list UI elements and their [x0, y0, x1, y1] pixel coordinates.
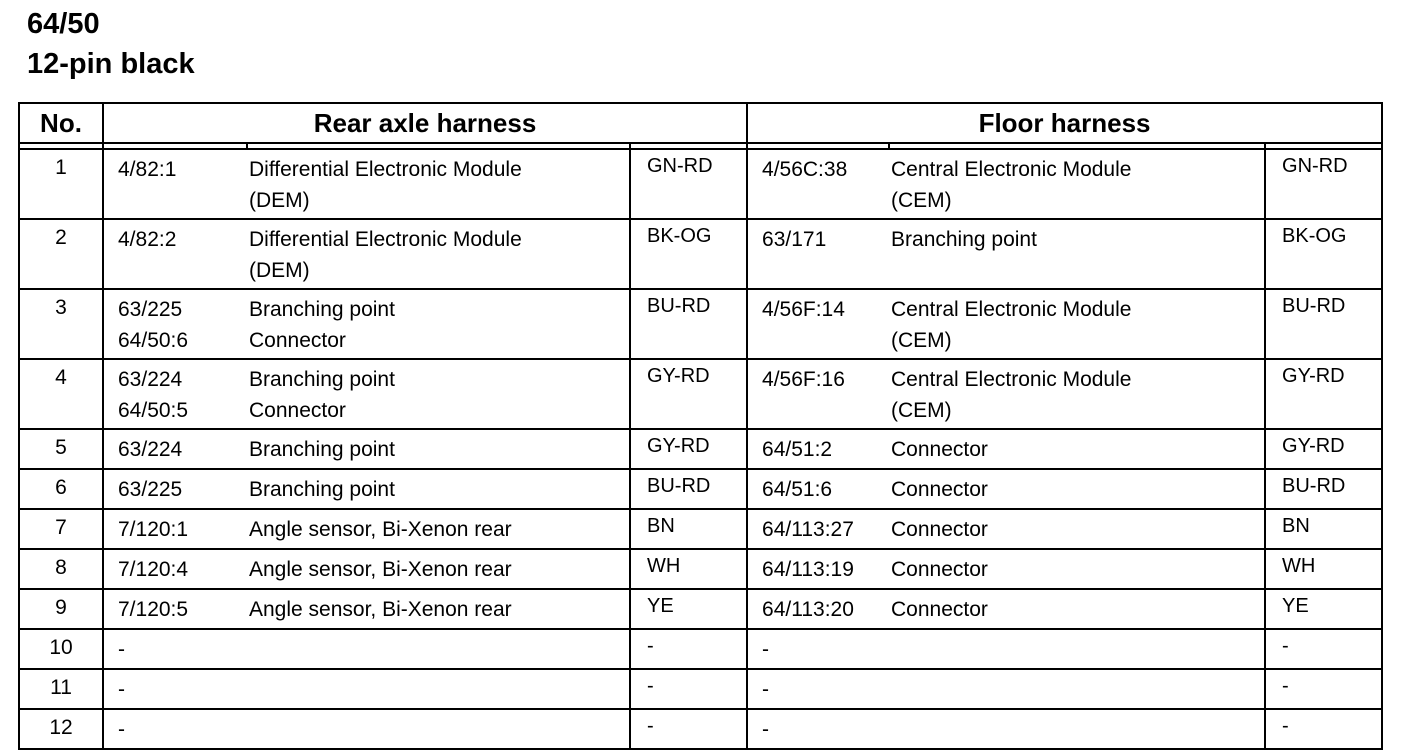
rear-component-description-line: Angle sensor, Bi-Xenon rear: [249, 558, 512, 581]
floor-component-id: [747, 149, 889, 219]
rear-wire-color: -: [630, 669, 747, 709]
floor-component-id: [747, 429, 889, 469]
pin-number: 1: [19, 149, 103, 219]
rear-component-description: [247, 359, 630, 429]
rear-component-description: [247, 709, 630, 749]
connector-id-title: 64/50: [27, 8, 100, 40]
floor-wire-color: BU-RD: [1265, 469, 1382, 509]
rear-component-id-line: 63/224: [118, 438, 183, 461]
rear-component-description-line: Differential Electronic Module: [249, 228, 522, 251]
rear-component-description-line: Connector: [249, 329, 346, 352]
rear-component-description: [247, 429, 630, 469]
rear-component-id-line: 4/82:1: [118, 158, 177, 181]
floor-component-description-line: (CEM): [891, 329, 952, 352]
floor-wire-color: YE: [1265, 589, 1382, 629]
rear-component-id: [103, 359, 247, 429]
rear-wire-color: YE: [630, 589, 747, 629]
rear-component-id-line: -: [118, 638, 125, 661]
rear-component-description-line: Angle sensor, Bi-Xenon rear: [249, 518, 512, 541]
header-floor-harness: Floor harness: [747, 103, 1382, 143]
rear-wire-color: BN: [630, 509, 747, 549]
floor-wire-color: WH: [1265, 549, 1382, 589]
rear-wire-color: -: [630, 629, 747, 669]
pin-number: 10: [19, 629, 103, 669]
floor-component-id-line: 64/51:6: [762, 478, 833, 501]
table-row: [19, 589, 1382, 629]
rear-component-id: [103, 549, 247, 589]
rear-component-id-line: 64/50:5: [118, 399, 189, 422]
table-row: [19, 549, 1382, 589]
floor-component-description: [889, 669, 1265, 709]
table-row: [19, 219, 1382, 289]
rear-component-id: [103, 429, 247, 469]
rear-component-id-line: 63/224: [118, 368, 183, 391]
rear-component-description-line: Branching point: [249, 478, 395, 501]
rear-component-description-line: Angle sensor, Bi-Xenon rear: [249, 598, 512, 621]
header-rear-axle-harness: Rear axle harness: [103, 103, 747, 143]
pin-number: 2: [19, 219, 103, 289]
floor-component-description: [889, 549, 1265, 589]
floor-component-id: [747, 629, 889, 669]
rear-component-description: [247, 469, 630, 509]
rear-component-id-line: 7/120:1: [118, 518, 189, 541]
floor-component-description-line: Branching point: [891, 228, 1037, 251]
rear-component-id: [103, 149, 247, 219]
floor-wire-color: -: [1265, 629, 1382, 669]
table-row: [19, 629, 1382, 669]
floor-component-description-line: Connector: [891, 598, 988, 621]
rear-component-description-line: Connector: [249, 399, 346, 422]
floor-component-description-line: (CEM): [891, 189, 952, 212]
rear-component-id: [103, 589, 247, 629]
floor-component-description-line: Central Electronic Module: [891, 368, 1132, 391]
rear-component-id-line: -: [118, 678, 125, 701]
header-no: No.: [19, 103, 103, 143]
floor-component-description-line: Connector: [891, 558, 988, 581]
pin-number: 9: [19, 589, 103, 629]
table-header-row: [19, 103, 1382, 143]
floor-component-description: [889, 289, 1265, 359]
floor-component-id-line: -: [762, 678, 770, 701]
rear-wire-color: WH: [630, 549, 747, 589]
floor-component-id-line: 64/51:2: [762, 438, 833, 461]
floor-component-id-line: -: [762, 718, 770, 741]
floor-component-id: [747, 289, 889, 359]
rear-wire-color: GY-RD: [630, 359, 747, 429]
floor-wire-color: -: [1265, 709, 1382, 749]
rear-component-id-line: -: [118, 718, 125, 741]
floor-component-description-line: Connector: [891, 438, 988, 461]
floor-component-description-line: Central Electronic Module: [891, 158, 1132, 181]
rear-component-id-line: 7/120:5: [118, 598, 189, 621]
rear-component-description-line: Differential Electronic Module: [249, 158, 522, 181]
rear-component-id-line: 63/225: [118, 298, 183, 321]
rear-wire-color: GN-RD: [630, 149, 747, 219]
rear-component-id: [103, 509, 247, 549]
pin-number: 4: [19, 359, 103, 429]
floor-component-id: [747, 469, 889, 509]
rear-wire-color: BU-RD: [630, 289, 747, 359]
rear-component-description: [247, 589, 630, 629]
floor-wire-color: GY-RD: [1265, 359, 1382, 429]
table-row: [19, 429, 1382, 469]
floor-component-description-line: Central Electronic Module: [891, 298, 1132, 321]
pin-number: 7: [19, 509, 103, 549]
rear-component-id-line: 4/82:2: [118, 228, 177, 251]
rear-component-id: [103, 219, 247, 289]
floor-component-id: [747, 549, 889, 589]
rear-component-description-line: Branching point: [249, 368, 395, 391]
floor-component-id: [747, 589, 889, 629]
floor-component-description: [889, 219, 1265, 289]
rear-wire-color: BU-RD: [630, 469, 747, 509]
floor-component-description-line: Connector: [891, 518, 988, 541]
table-row: [19, 359, 1382, 429]
pin-number: 12: [19, 709, 103, 749]
floor-wire-color: BU-RD: [1265, 289, 1382, 359]
rear-component-id-line: 64/50:6: [118, 329, 189, 352]
rear-component-description-line: (DEM): [249, 189, 310, 212]
rear-component-description: [247, 289, 630, 359]
floor-component-id-line: 4/56C:38: [762, 158, 848, 181]
floor-wire-color: BK-OG: [1265, 219, 1382, 289]
rear-component-description: [247, 219, 630, 289]
floor-component-id: [747, 709, 889, 749]
rear-component-description: [247, 669, 630, 709]
rear-component-id-line: 63/225: [118, 478, 183, 501]
connector-description-title: 12-pin black: [27, 48, 195, 80]
floor-component-description: [889, 589, 1265, 629]
table-row: [19, 469, 1382, 509]
floor-component-id: [747, 359, 889, 429]
rear-component-id: [103, 289, 247, 359]
floor-component-id-line: -: [762, 638, 770, 661]
rear-component-id-line: 7/120:4: [118, 558, 189, 581]
floor-component-id-line: 64/113:27: [762, 518, 854, 541]
floor-wire-color: BN: [1265, 509, 1382, 549]
floor-component-description: [889, 149, 1265, 219]
floor-component-id-line: 63/171: [762, 228, 827, 251]
rear-component-description-line: Branching point: [249, 298, 395, 321]
floor-component-id: [747, 509, 889, 549]
rear-component-id: [103, 629, 247, 669]
rear-component-description: [247, 549, 630, 589]
rear-component-description: [247, 149, 630, 219]
pin-rows: [19, 149, 1382, 749]
rear-wire-color: BK-OG: [630, 219, 747, 289]
floor-component-id: [747, 669, 889, 709]
pin-number: 11: [19, 669, 103, 709]
table-row: [19, 289, 1382, 359]
floor-component-description-line: Connector: [891, 478, 988, 501]
floor-component-description: [889, 469, 1265, 509]
floor-component-description: [889, 429, 1265, 469]
floor-component-id-line: 64/113:19: [762, 558, 854, 581]
floor-component-id-line: 64/113:20: [762, 598, 854, 621]
rear-component-description-line: (DEM): [249, 259, 310, 282]
floor-component-id-line: 4/56F:14: [762, 298, 845, 321]
floor-component-id-line: 4/56F:16: [762, 368, 845, 391]
rear-component-description: [247, 629, 630, 669]
rear-wire-color: GY-RD: [630, 429, 747, 469]
rear-component-id: [103, 669, 247, 709]
pin-number: 6: [19, 469, 103, 509]
rear-component-id: [103, 469, 247, 509]
rear-component-description-line: Branching point: [249, 438, 395, 461]
rear-component-description: [247, 509, 630, 549]
pin-number: 8: [19, 549, 103, 589]
table-row: [19, 709, 1382, 749]
floor-component-description-line: (CEM): [891, 399, 952, 422]
floor-component-id: [747, 219, 889, 289]
pin-number: 3: [19, 289, 103, 359]
floor-wire-color: GY-RD: [1265, 429, 1382, 469]
floor-component-description: [889, 709, 1265, 749]
pinout-table: [18, 102, 1383, 750]
floor-wire-color: GN-RD: [1265, 149, 1382, 219]
table-row: [19, 669, 1382, 709]
floor-wire-color: -: [1265, 669, 1382, 709]
floor-component-description: [889, 509, 1265, 549]
pin-number: 5: [19, 429, 103, 469]
floor-component-description: [889, 629, 1265, 669]
rear-wire-color: -: [630, 709, 747, 749]
rear-component-id: [103, 709, 247, 749]
table-row: [19, 509, 1382, 549]
table-row: [19, 149, 1382, 219]
floor-component-description: [889, 359, 1265, 429]
